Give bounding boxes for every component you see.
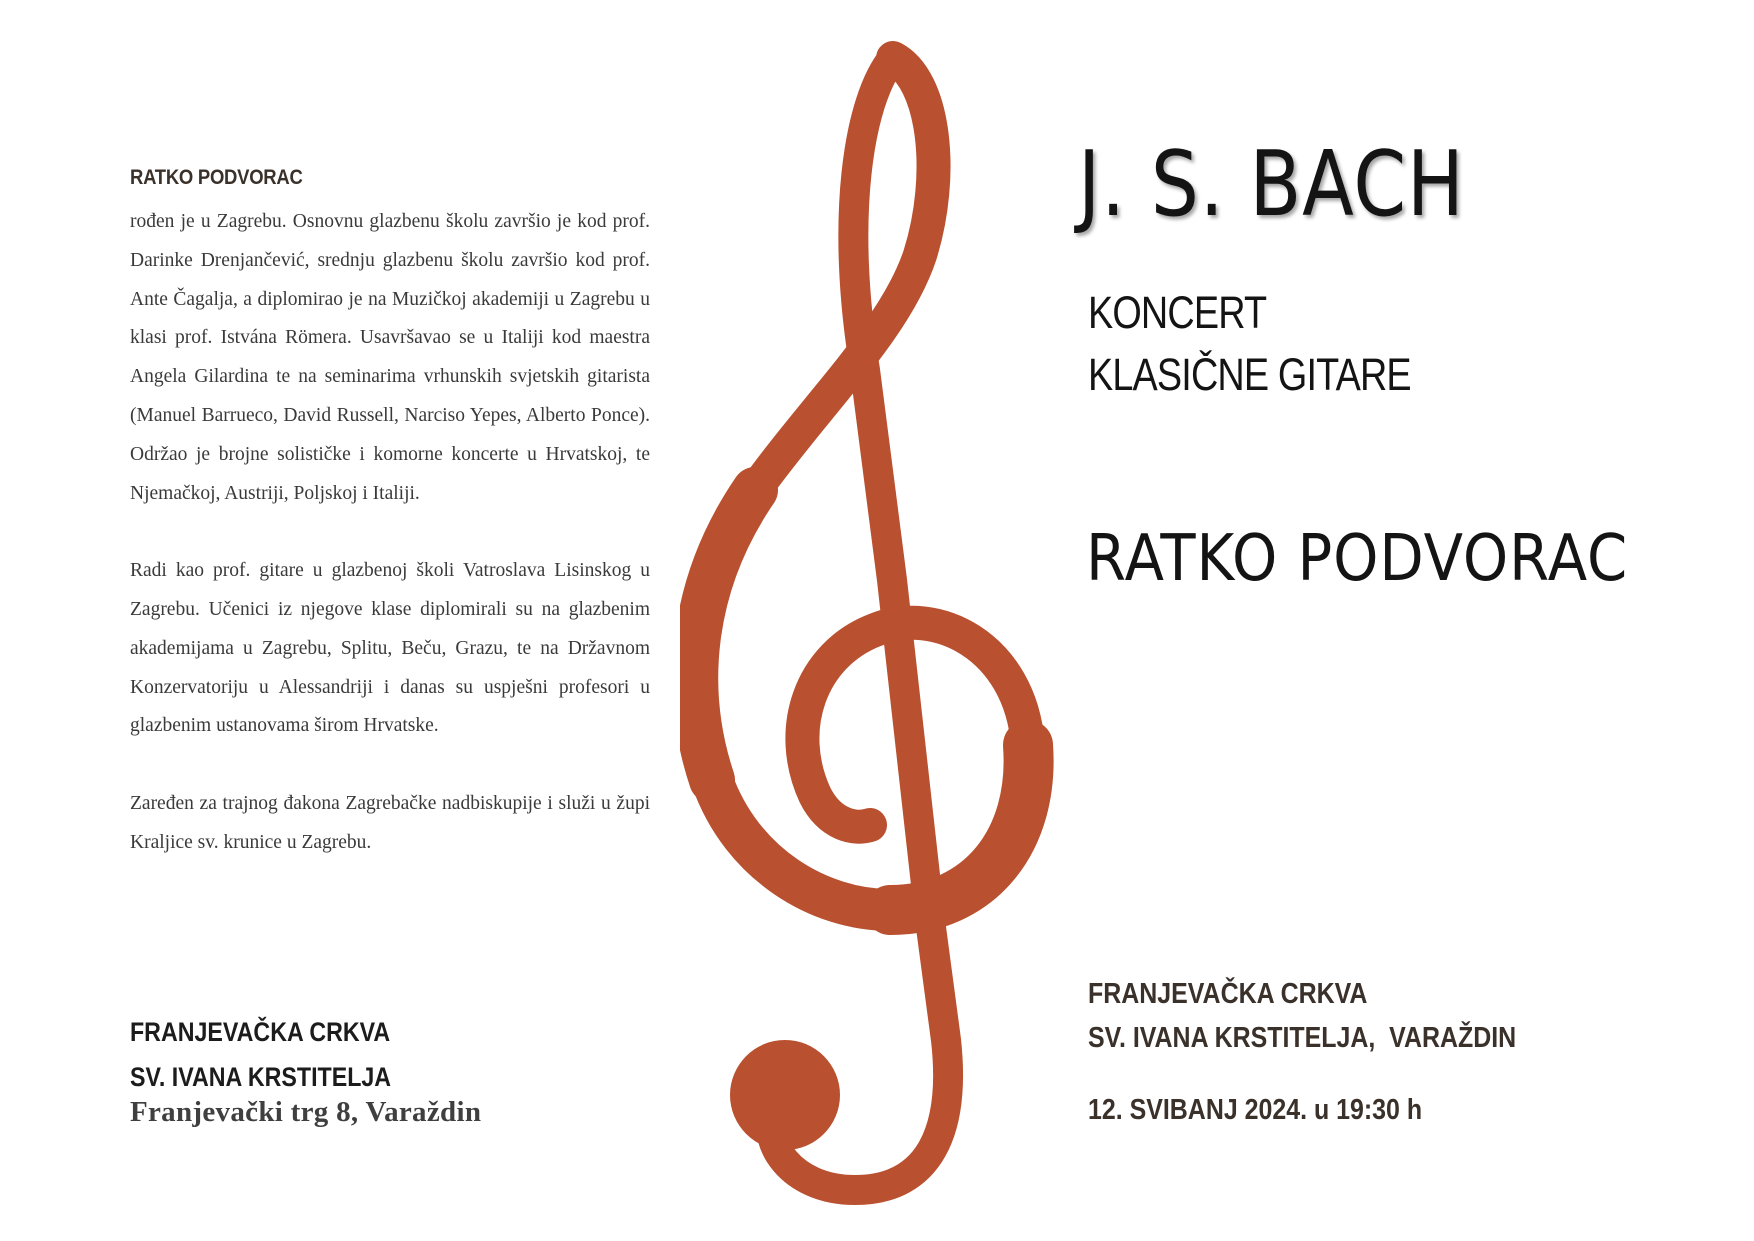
left-venue-line-2: SV. IVANA KRSTITELJA: [130, 1062, 392, 1092]
composer-title: J. S. BACH: [1078, 132, 1465, 237]
performer-name: RATKO PODVORAC: [1086, 522, 1629, 596]
bio-paragraph-2: Radi kao prof. gitare u glazbenoj školi Vatroslava Lisinskog u Zagrebu. Učenici iz njegove klase diplomirali su na glazbenim akademijama u Zagrebu, Splitu, Beču, Grazu, te na Državnom Konzervatoriju u Alessandriji i danas su uspješni profesori u glazbenim ustanovama širom Hrvatske.: [130, 560, 650, 737]
left-venue-line-1: FRANJEVAČKA CRKVA: [130, 1017, 391, 1047]
treble-clef-icon: [680, 40, 1100, 1210]
bio-paragraph-3: Zaređen za trajnog đakona Zagrebačke nadbiskupije i služi u župi Kraljice sv. krunice u Zagrebu.: [130, 792, 650, 853]
subtitle-line-1: KONCERT: [1088, 287, 1267, 338]
bio-heading: RATKO PODVORAC: [130, 166, 303, 189]
concert-subtitle: [1088, 282, 1411, 406]
left-venue: [130, 1010, 391, 1100]
bio-paragraph-1: rođen je u Zagrebu. Osnovnu glazbenu školu završio je kod prof. Darinke Drenjančević, srednju glazbenu školu završio kod prof. Ante Čagalja, a diplomirao je na Muzičkoj akademiji u Zagrebu u klasi prof. Istvána Römera. Usavršavao se u Italiji kod maestra Angela Gilardina te na seminarima vrhunskih svjetskih gitarista (Manuel Barrueco, David Russell, Narciso Yepes, Alberto Ponce). Održao je brojne solističke i komorne koncerte u Hrvatskoj, te Njemačkoj, Austriji, Poljskoj i Italiji.: [130, 211, 650, 504]
subtitle-line-2: KLASIČNE GITARE: [1088, 349, 1411, 400]
right-venue-line-2: SV. IVANA KRSTITELJA, VARAŽDIN: [1088, 1022, 1517, 1054]
concert-datetime: 12. SVIBANJ 2024. u 19:30 h: [1088, 1094, 1423, 1126]
venue-address: Franjevački trg 8, Varaždin: [130, 1096, 482, 1128]
right-venue-line-1: FRANJEVAČKA CRKVA: [1088, 978, 1368, 1010]
right-venue: [1088, 972, 1516, 1060]
biography: [130, 203, 650, 901]
